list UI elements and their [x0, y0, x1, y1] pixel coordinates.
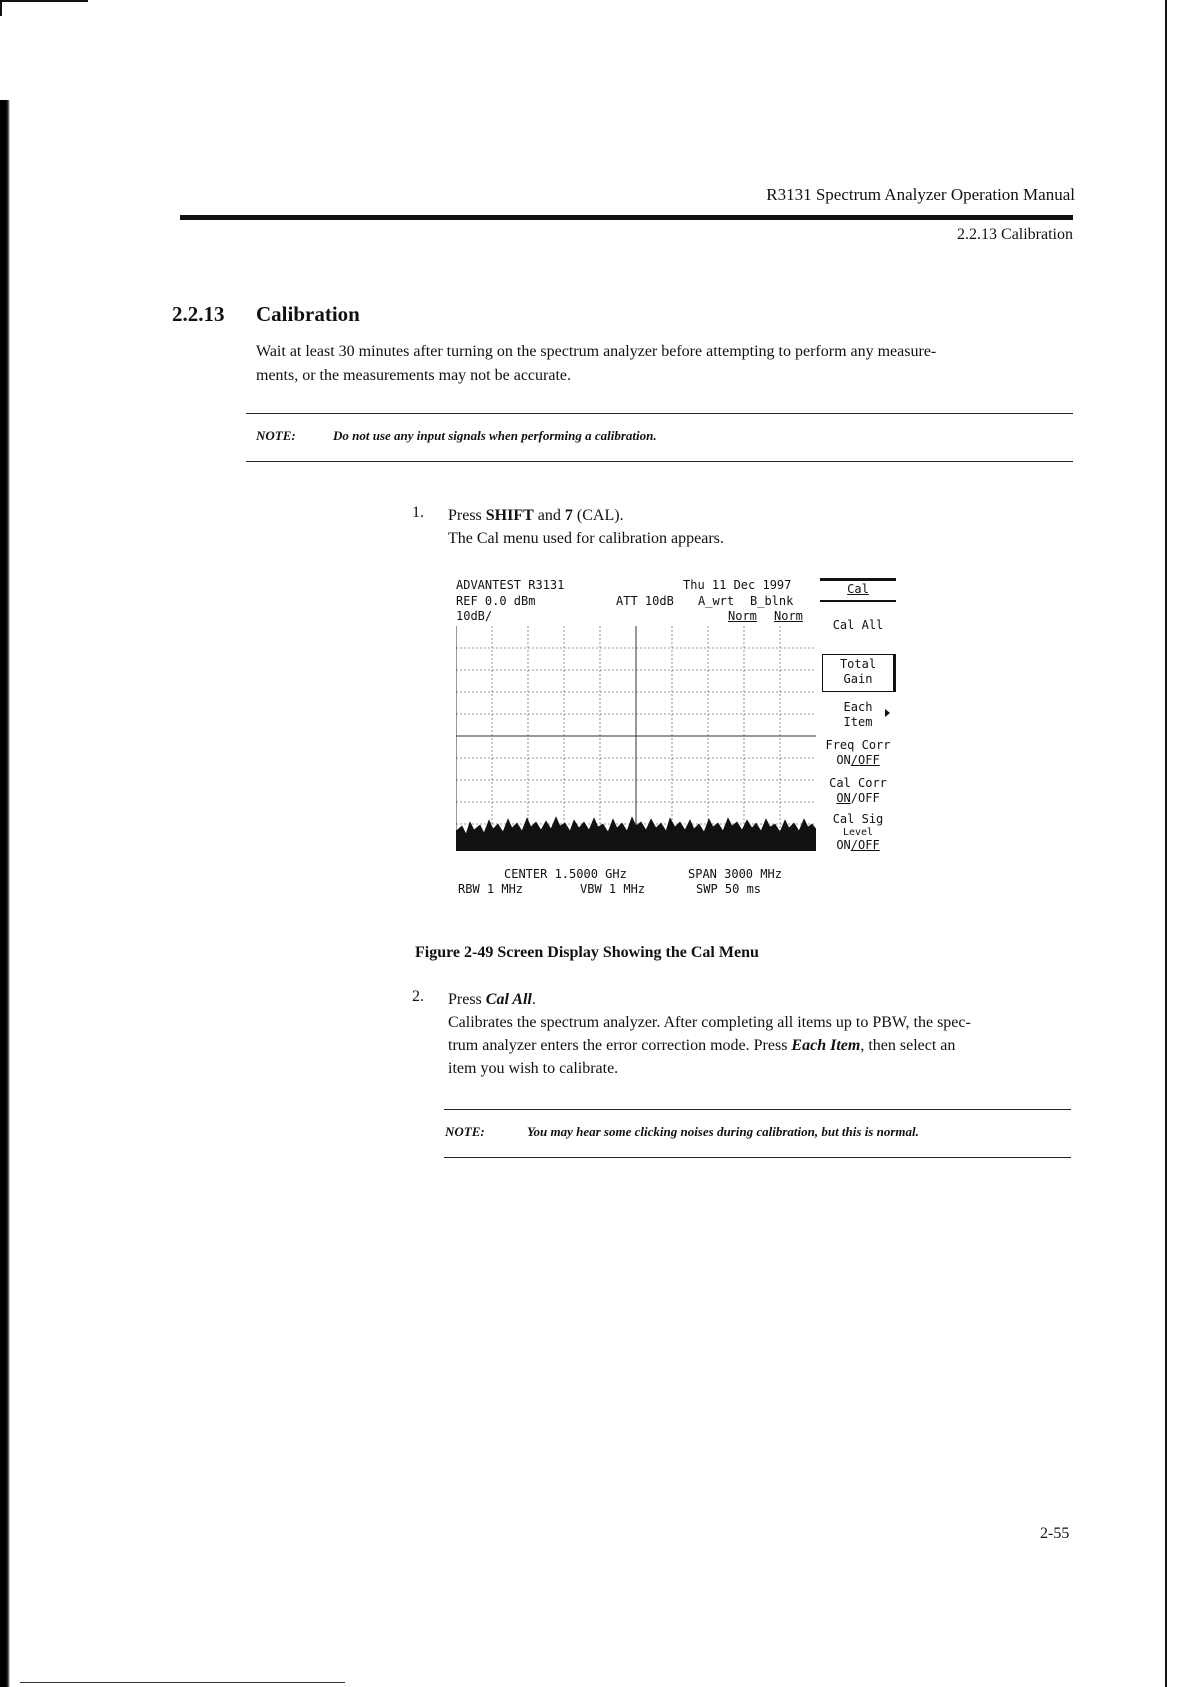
softkey-cal-sig-line2: Level	[842, 827, 874, 838]
page-number: 2-55	[1040, 1525, 1070, 1542]
softkey-menu	[820, 576, 896, 866]
freq-corr-on: ON	[836, 753, 851, 767]
softkey-cal-all[interactable]: Cal All	[832, 618, 884, 632]
softkey-total-gain-line1: Total	[839, 657, 877, 671]
section-number: 2.2.13	[172, 302, 225, 326]
step2-body	[448, 988, 1078, 1080]
analyzer-screen	[456, 576, 896, 916]
step1-body	[448, 504, 1068, 550]
figure-caption: Figure 2-49 Screen Display Showing the Cal Menu	[415, 944, 759, 961]
softkey-freq-corr-line1: Freq Corr	[825, 738, 891, 752]
step2-line-3a: trum analyzer enters the error correction mode. Press	[448, 1037, 788, 1054]
header-rule	[180, 215, 1073, 220]
step1-press: Press	[448, 507, 482, 524]
step1-line-1	[448, 504, 1068, 527]
screen-sweep: SWP 50 ms	[696, 882, 762, 896]
softkey-total-gain-line2: Gain	[843, 672, 873, 686]
step2-key-suffix: .	[531, 991, 536, 1008]
note1-bottom-rule	[246, 461, 1073, 462]
screen-attenuation: ATT 10dB	[616, 594, 674, 608]
cal-sig-off: /OFF	[850, 838, 880, 852]
scan-left-edge	[0, 100, 10, 1687]
step2-line-3b: , then select an	[860, 1037, 956, 1054]
step1-cal-suffix: (CAL).	[576, 507, 624, 524]
screen-center-freq: CENTER 1.5000 GHz	[504, 867, 627, 881]
running-title: R3131 Spectrum Analyzer Operation Manual	[766, 185, 1075, 204]
cal-sig-on: ON	[836, 838, 851, 852]
intro-paragraph	[256, 340, 1076, 388]
note2-bottom-rule	[444, 1157, 1071, 1158]
key-each-item: Each Item	[791, 1037, 861, 1054]
step1-line-2: The Cal menu used for calibration appears.	[448, 530, 724, 547]
note1-top-rule	[246, 413, 1073, 414]
scan-corner-mark	[0, 0, 88, 8]
menu-title: Cal	[847, 582, 869, 596]
intro-line-1: Wait at least 30 minutes after turning on the spectrum analyzer before attempting to perform any measure-	[256, 343, 937, 360]
screen-trace-b: B_blnk	[750, 594, 794, 608]
key-shift: SHIFT	[485, 507, 534, 524]
step2-line-4: item you wish to calibrate.	[448, 1060, 619, 1077]
cal-corr-on: ON	[836, 791, 851, 805]
step2-line-1	[448, 988, 1078, 1011]
submenu-arrow-icon	[885, 709, 890, 717]
section-title: Calibration	[256, 302, 360, 326]
screen-brand: ADVANTEST R3131	[456, 578, 565, 592]
scan-right-edge	[1165, 0, 1167, 1687]
note1-label: NOTE:	[256, 428, 296, 443]
softkey-total-gain[interactable]	[822, 654, 896, 692]
step2-number: 2.	[412, 988, 424, 1005]
softkey-each-item-line2: Item	[843, 715, 873, 729]
step1-and: and	[537, 507, 561, 524]
screen-trace-a: A_wrt	[698, 594, 735, 608]
screen-vbw: VBW 1 MHz	[580, 882, 646, 896]
freq-corr-off: /OFF	[850, 753, 880, 767]
screen-detector-a: Norm	[728, 609, 757, 623]
scan-bottom-line	[20, 1682, 345, 1683]
step1-number: 1.	[412, 504, 424, 521]
intro-line-2: ments, or the measurements may not be accurate.	[256, 367, 571, 384]
step2-line-3	[448, 1034, 1078, 1057]
softkey-cal-sig[interactable]	[820, 812, 896, 853]
softkey-cal-corr[interactable]	[820, 776, 896, 806]
note1-text: Do not use any input signals when performing a calibration.	[333, 428, 657, 443]
softkey-freq-corr[interactable]	[820, 738, 896, 768]
step2-line-2: Calibrates the spectrum analyzer. After completing all items up to PBW, the spec-	[448, 1014, 971, 1031]
softkey-cal-corr-line1: Cal Corr	[829, 776, 887, 790]
menu-title-rule-bottom	[820, 600, 896, 602]
cal-corr-off: /OFF	[850, 791, 880, 805]
menu-title-rule-top	[820, 578, 896, 581]
section-ref: 2.2.13 Calibration	[957, 226, 1073, 243]
note2-top-rule	[444, 1109, 1071, 1110]
screen-date: Thu 11 Dec 1997	[683, 578, 792, 592]
screen-scale: 10dB/	[456, 609, 493, 623]
key-cal-all: Cal All	[485, 991, 532, 1008]
note2-text: You may hear some clicking noises during calibration, but this is normal.	[527, 1124, 919, 1139]
softkey-cal-sig-line1: Cal Sig	[832, 812, 884, 826]
step2-press: Press	[448, 991, 482, 1008]
spectrum-graticule	[456, 626, 816, 851]
key-7: 7	[564, 507, 573, 524]
screen-detector-b: Norm	[774, 609, 803, 623]
note2-label: NOTE:	[445, 1124, 485, 1139]
screen-span: SPAN 3000 MHz	[688, 867, 782, 881]
screen-rbw: RBW 1 MHz	[458, 882, 524, 896]
screen-ref-level: REF 0.0 dBm	[456, 594, 536, 608]
softkey-each-item-line1: Each	[843, 700, 873, 714]
